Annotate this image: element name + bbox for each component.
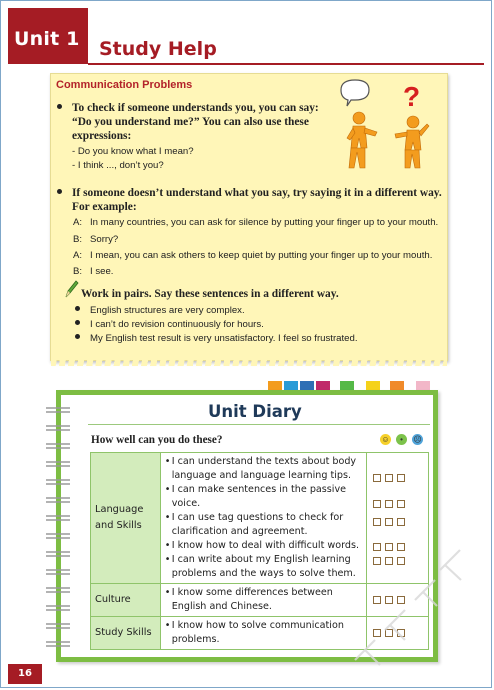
skills-cell [160, 453, 366, 584]
unit-tab [8, 8, 88, 64]
dialogue-line: B: Sorry? [73, 234, 119, 245]
list-item: • I know some differences between English and Chinese. [165, 586, 366, 614]
page-title: Study Help [99, 38, 217, 60]
note-heading: Communication Problems [56, 79, 193, 91]
smile-icon: ☺ [381, 435, 390, 444]
diary-title: Unit Diary [208, 402, 302, 421]
spiral-binding [44, 402, 80, 660]
pairwork-item: My English test result is very unsatisfactory. I feel so frustrated. [75, 333, 357, 345]
list-item: • I know how to solve communication problems. [165, 619, 366, 647]
bullet-1-line-1: To check if someone understands you, you can say: [57, 101, 319, 115]
page-number: 16 [8, 664, 42, 684]
dialogue-line: B: I see. [73, 266, 114, 277]
torn-edge [51, 358, 447, 366]
neutral-icon: • [396, 434, 407, 445]
rating-checkbox[interactable] [397, 518, 405, 526]
example-2: - I think ..., don’t you? [72, 160, 164, 171]
pairwork-item: English structures are very complex. [75, 305, 245, 317]
list-item: • I can make sentences in the passive voice. [165, 483, 366, 511]
rating-checkbox[interactable] [373, 474, 381, 482]
diary-question: How well can you do these? [91, 434, 223, 446]
list-item: • I can understand the texts about body language and language learning tips. [165, 455, 366, 483]
bullet-1-line-2: “Do you understand me?” You can also use these [72, 116, 309, 128]
dialogue-line: A: In many countries, you can ask for silence by putting your finger up to your mouth. [73, 217, 439, 228]
rating-checkbox[interactable] [397, 500, 405, 508]
example-1: - Do you know what I mean? [72, 146, 194, 157]
rating-checkbox[interactable] [373, 518, 381, 526]
left-figure [347, 112, 377, 168]
sad-icon: ☹ [413, 435, 422, 444]
title-rule [88, 63, 484, 65]
bullet-dot [57, 189, 62, 194]
rating-checkbox[interactable] [373, 500, 381, 508]
dialogue-line: A: I mean, you can ask others to keep quiet by putting your finger up to your mouth. [73, 250, 433, 261]
unit-label: Unit 1 [14, 28, 80, 50]
rating-checkbox[interactable] [385, 500, 393, 508]
communication-problems-note [50, 73, 448, 361]
watermark [345, 530, 475, 680]
pairwork-item: I can’t do revision continuously for hours. [75, 319, 264, 331]
list-item: • I can write about my English learning problems and the ways to solve them. [165, 553, 366, 581]
skills-cell [160, 617, 366, 650]
diary-rule [88, 424, 430, 425]
rating-checkbox[interactable] [385, 474, 393, 482]
bullet-dot [57, 104, 62, 109]
speech-bubble-icon [341, 80, 369, 106]
skills-cell [160, 584, 366, 617]
list-item: • I know how to deal with difficult words. [165, 539, 366, 553]
right-figure [395, 116, 429, 168]
communication-figures-illustration [337, 76, 443, 172]
rating-checkbox[interactable] [385, 518, 393, 526]
pencil-icon [63, 279, 79, 299]
bullet-1-line-3: expressions: [72, 130, 132, 142]
category-cell: Study Skills [91, 617, 161, 650]
pairwork-instruction: Work in pairs. Say these sentences in a different way. [81, 288, 339, 300]
rating-checkbox[interactable] [397, 474, 405, 482]
bullet-2-line-1: If someone doesn’t understand what you say, try saying it in a different way. [57, 186, 442, 200]
category-cell: Language and Skills [91, 453, 161, 584]
category-cell: Culture [91, 584, 161, 617]
question-mark: ? [403, 81, 421, 112]
bullet-2-line-2: For example: [72, 201, 137, 213]
list-item: • I can use tag questions to check for clarification and agreement. [165, 511, 366, 539]
